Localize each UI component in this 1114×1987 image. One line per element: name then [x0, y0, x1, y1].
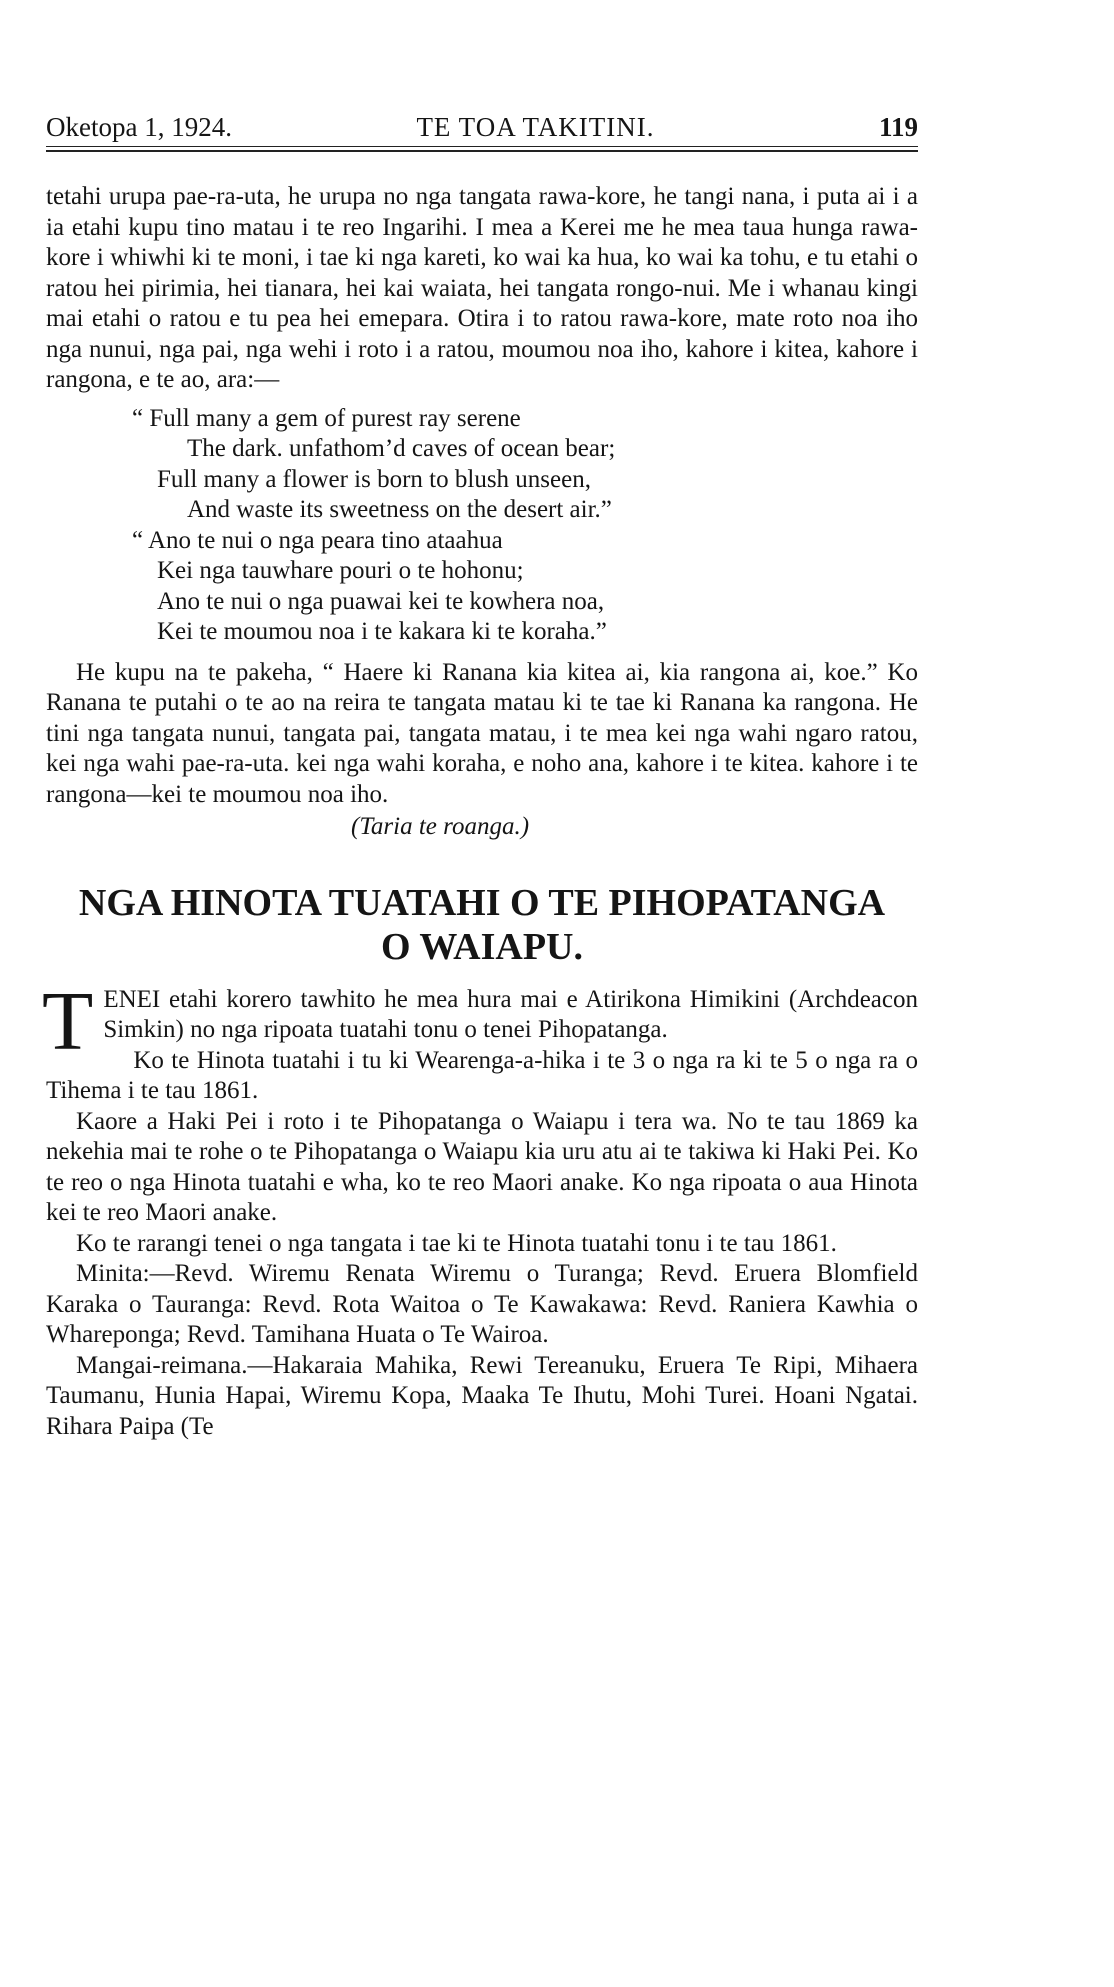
header-rule-thin [46, 146, 918, 147]
poem-line: The dark. unfathom’d caves of ocean bear; [187, 435, 616, 462]
to-be-continued-note: (Taria te roanga.) [351, 813, 530, 840]
header-title: TE TOA TAKITINI. [416, 112, 655, 142]
poem-line: And waste its sweetness on the desert air.” [187, 496, 612, 523]
body-text [46, 182, 918, 396]
section-heading-line-2: O WAIAPU. [381, 925, 583, 968]
page-number: 119 [878, 112, 918, 142]
section-heading [46, 881, 918, 969]
poem-line: “ Full many a gem of purest ray serene [132, 404, 521, 432]
body-text-continued [46, 658, 918, 811]
poem-line: Kei nga tauwhare pouri o te hohonu; [157, 557, 524, 584]
poem-line: Full many a flower is born to blush unseen, [157, 465, 591, 493]
poem-line: Kei te moumou noa i te kakara ki te koraha.” [157, 618, 607, 645]
drop-cap: T [42, 974, 94, 1068]
after-poem-paragraph: He kupu na te pakeha, “ Haere ki Ranana kia kitea ai, kia rangona ai, koe.” Ko Ranana te putahi o te ao na reira te tangata matau ki te tae ki Ranana ka rangona. He tini nga tangata nunui, tangata pai, tangata matau, i te mea kei nga wahi ngaro ratou, kei nga wahi pae-ra-uta. kei nga wahi koraha, e noho ana, kahore i te kitea. kahore i te rangona—kei te moumou noa iho. [46, 658, 918, 808]
mangai-reimana-paragraph: Mangai-reimana.—Hakaraia Mahika, Rewi Tereanuku, Eruera Te Ripi, Mihaera Taumanu, Hunia Hapai, Wiremu Kopa, Maaka Te Ihutu, Mohi Turei. Hoani Ngatai. Rihara Paipa (Te [46, 1351, 918, 1440]
section-heading-line-1: NGA HINOTA TUATAHI O TE PIHOPATANGA [78, 881, 886, 924]
section-body [42, 974, 918, 1443]
paragraph: Ko te Hinota tuatahi i tu ki Wearenga-a-hika i te 3 o nga ra ki te 5 o nga ra o Tihema i te tau 1861. [46, 1046, 918, 1104]
poem-block [46, 404, 918, 648]
opening-paragraph-text: ENEI etahi korero tawhito he mea hura mai e Atirikona Himikini (Archdeacon Simkin) no nga ripoata tuatahi tonu o tenei Pihopatanga. [103, 985, 918, 1043]
document-page [42, 110, 918, 1442]
opening-paragraph [42, 974, 918, 1068]
paragraph: Kaore a Haki Pei i roto i te Pihopatanga o Waiapu i tera wa. No te tau 1869 ka nekehia mai te rohe o te Pihopatanga o Waiapu kia uru atu ai te takiwa ki Haki Pei. Ko te reo o nga Hinota tuatahi e wha, ko te reo Maori anake. Ko nga ripoata o aua Hinota kei te reo Maori anake. [46, 1107, 918, 1226]
intro-paragraph: tetahi urupa pae-ra-uta, he urupa no nga tangata rawa-kore, he tangi nana, i puta ai i a ia etahi kupu tino matau i te reo Ingarihi. I mea a Kerei me he mea taua hunga rawa-kore i whiwhi ki te moni, i tae ki nga kareti, ko wai ka hua, ko wai ka tohu, e tu etahi o ratou hei pirimia, hei tianara, hei kai waiata, hei tangata rongo-nui. Me i whanau kingi mai etahi o ratou e tu pea hei emepara. Otira i to ratou rawa-kore, mate roto noa iho nga nunui, nga pai, nga wehi i roto i a ratou, moumou noa iho, kahore i kitea, kahore i rangona, e te ao, ara:— [46, 183, 918, 393]
poem-line: Ano te nui o nga puawai kei te kowhera noa, [157, 587, 605, 615]
header-rule-thick [46, 150, 918, 152]
paragraph: Ko te rarangi tenei o nga tangata i tae ki te Hinota tuatahi tonu i te tau 1861. [76, 1229, 837, 1257]
poem-line: “ Ano te nui o nga peara tino ataahua [132, 526, 503, 554]
minita-paragraph: Minita:—Revd. Wiremu Renata Wiremu o Turanga; Revd. Eruera Blomfield Karaka o Tauranga: Revd. Rota Waitoa o Te Kawakawa: Revd. Raniera Kawhia o Whareponga; Revd. Tamihana Huata o Te Wairoa. [46, 1260, 918, 1348]
running-header [46, 110, 918, 142]
header-date: Oketopa 1, 1924. [46, 112, 232, 142]
